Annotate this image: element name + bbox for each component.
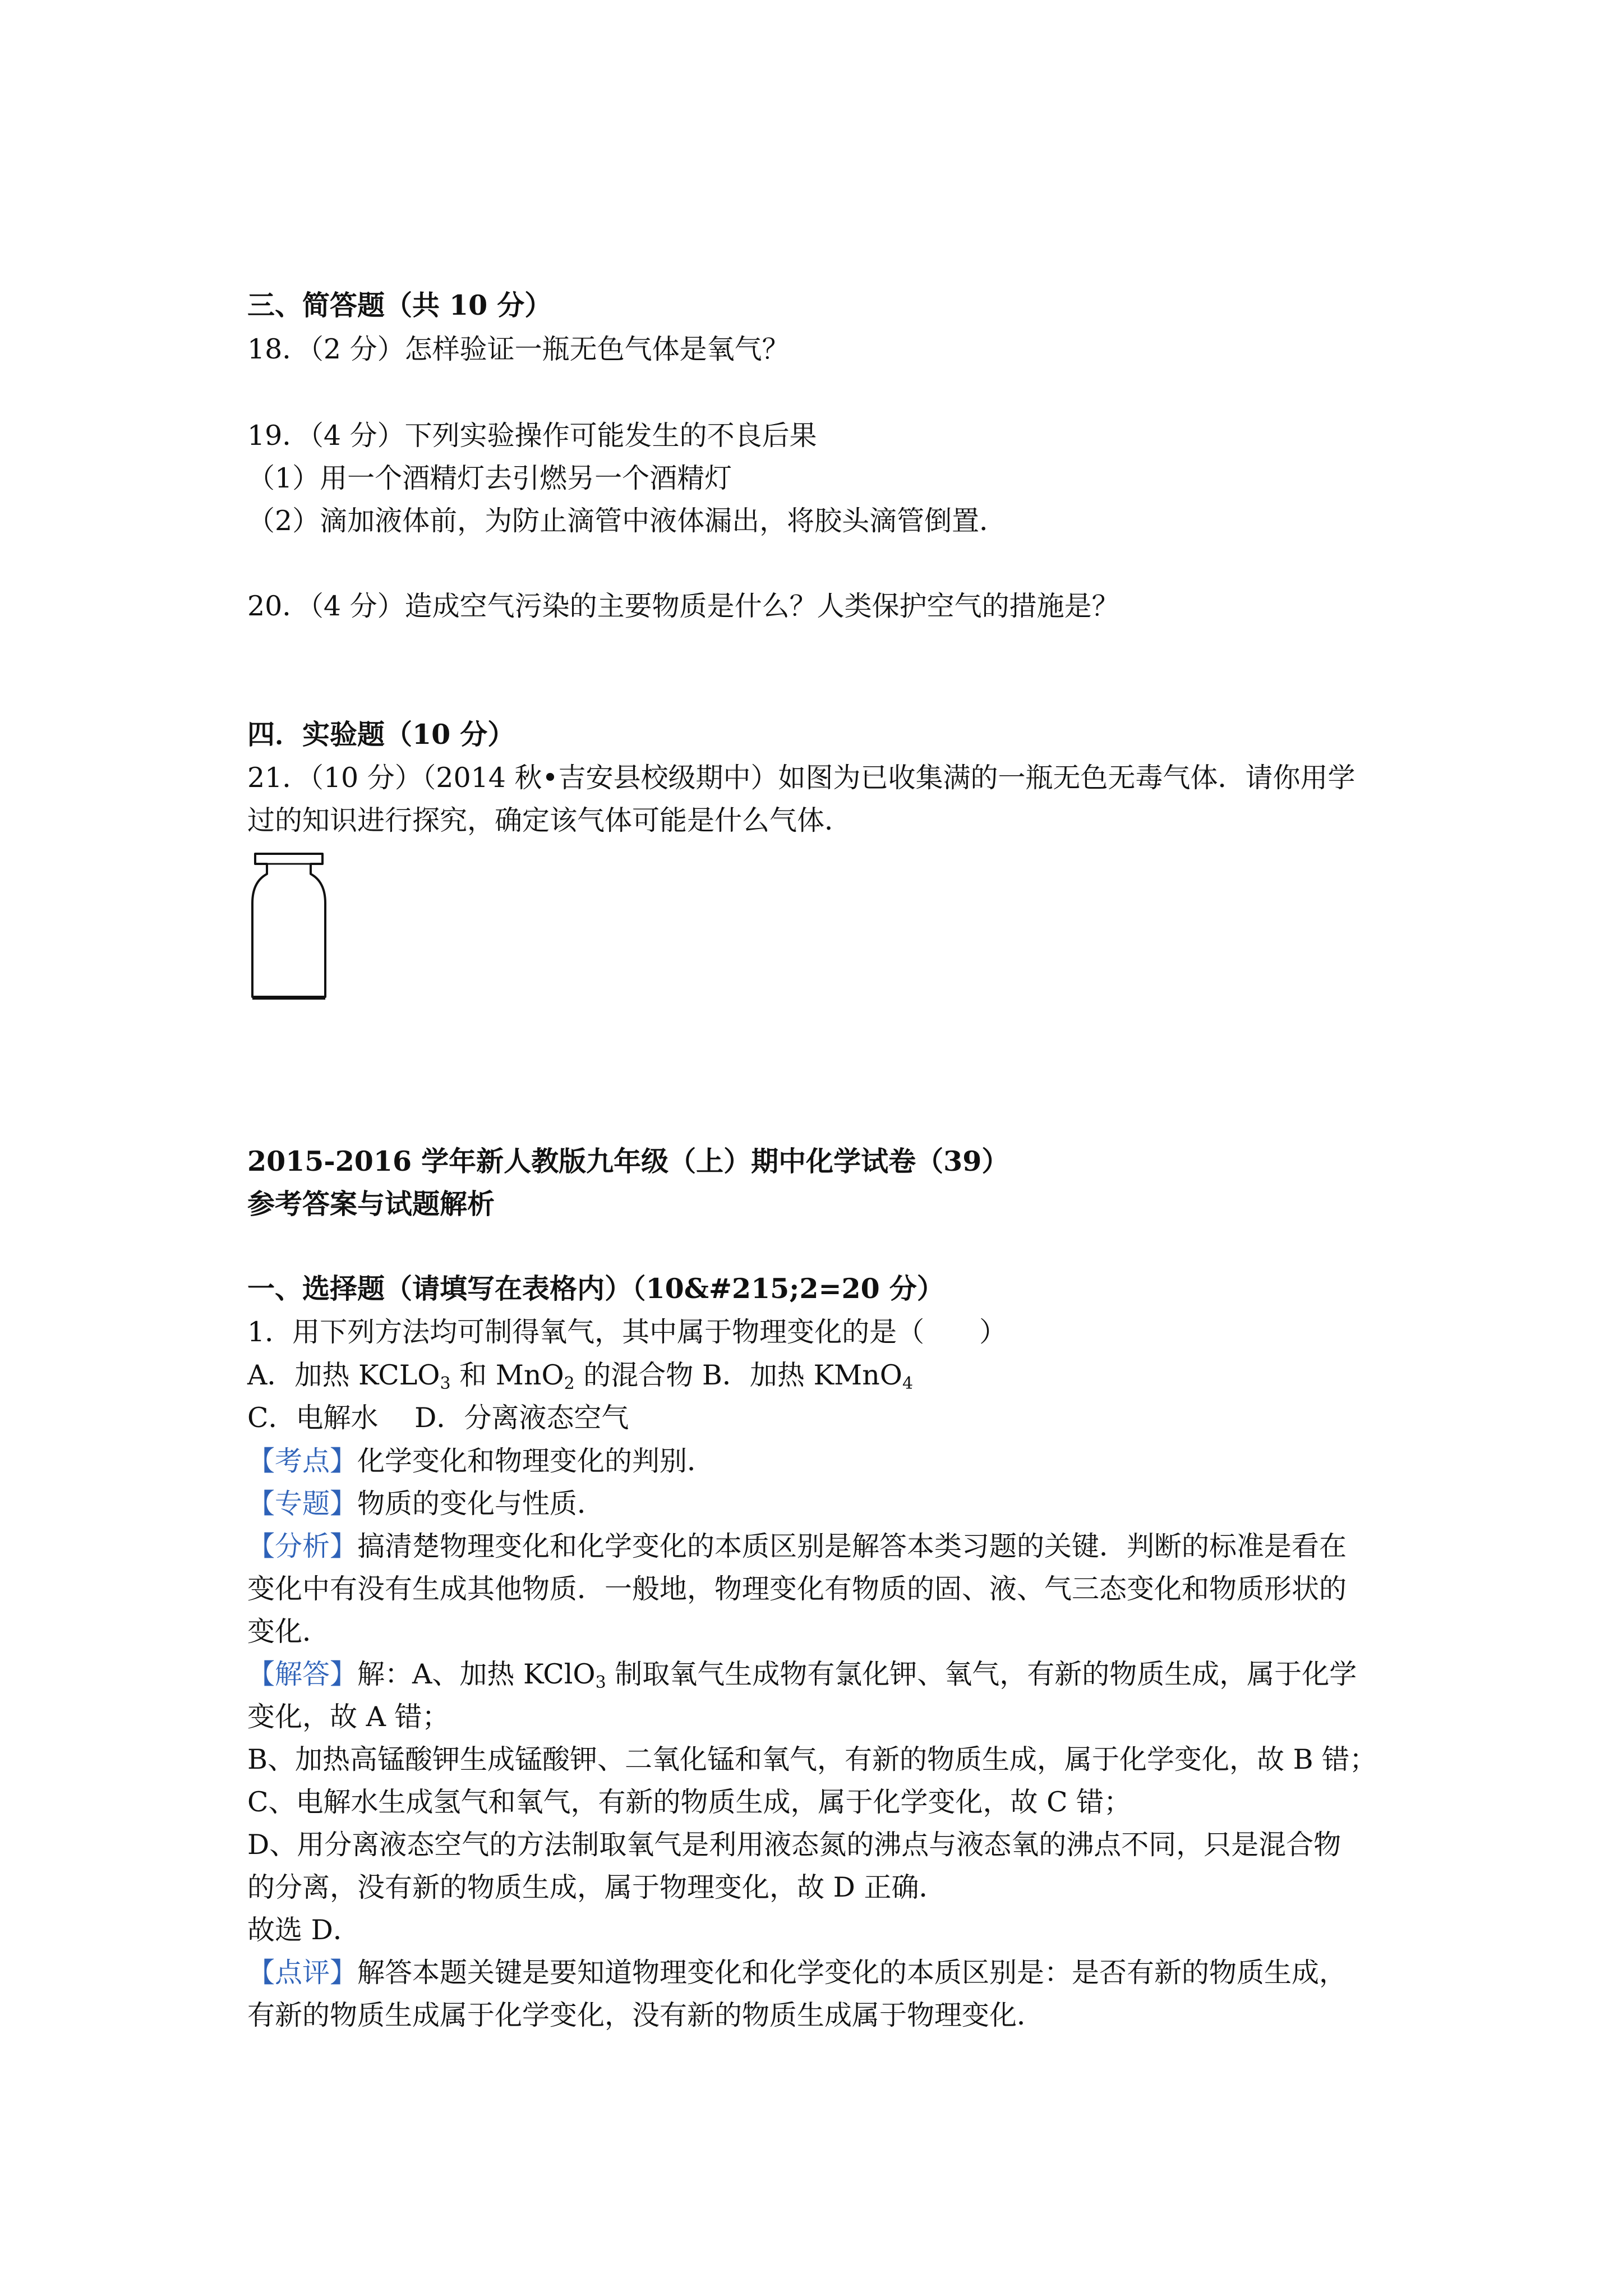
question-21-line-1: 21．（10 分）（2014 秋•吉安县校级期中）如图为已收集满的一瓶无色无毒气体．请你用学	[247, 762, 1355, 794]
question-19-item-2: （2）滴加液体前，为防止滴管中液体漏出，将胶头滴管倒置．	[247, 505, 1007, 537]
answer-title: 2015-2016 学年新人教版九年级（上）期中化学试卷（39）	[247, 1145, 1009, 1177]
jieda-line-5: D、用分离液态空气的方法制取氧气是利用液态氮的沸点与液态氧的沸点不同，只是混合物	[247, 1829, 1341, 1861]
question-20: 20．（4 分）造成空气污染的主要物质是什么？人类保护空气的措施是？	[247, 590, 1119, 622]
dianping-block: 【点评】解答本题关键是要知道物理变化和化学变化的本质区别是：是否有新的物质生成，	[247, 1957, 1347, 1989]
zhuanti-tag: 【专题】	[247, 1488, 358, 1520]
answer-subtitle: 参考答案与试题解析	[247, 1188, 495, 1220]
jieda-line-7: 故选 D．	[247, 1914, 361, 1946]
question-19: 19．（4 分）下列实验操作可能发生的不良后果	[247, 420, 817, 452]
jieda-tag: 【解答】	[247, 1658, 358, 1690]
fenxi-line-3: 变化．	[247, 1616, 330, 1648]
dianping-line-2: 有新的物质生成属于化学变化，没有新的物质生成属于物理变化．	[247, 1999, 1045, 2031]
question-18: 18．（2 分）怎样验证一瓶无色气体是氧气？	[247, 333, 790, 365]
kaodian-tag: 【考点】	[247, 1445, 358, 1477]
answer-question-1: 1．用下列方法均可制得氧气，其中属于物理变化的是（ ）	[247, 1316, 1007, 1348]
zhuanti-block: 【专题】物质的变化与性质．	[247, 1488, 605, 1520]
option-a-b: A．加热 $KCLO_3$ 和 MnO$_2$ 的混合物 B．加热 KMnO$_4$	[247, 1359, 914, 1393]
question-19-item-1: （1）用一个酒精灯去引燃另一个酒精灯	[247, 462, 732, 494]
question-21-line-2: 过的知识进行探究，确定该气体可能是什么气体．	[247, 804, 852, 836]
fenxi-block: 【分析】搞清楚物理变化和化学变化的本质区别是解答本类习题的关键．判断的标准是看在	[247, 1530, 1347, 1562]
section-3-heading: 三、简答题（共 10 分）	[247, 289, 552, 321]
section-4-heading: 四．实验题（10 分）	[247, 718, 515, 751]
fenxi-line-2: 变化中有没有生成其他物质．一般地，物理变化有物质的固、液、气三态变化和物质形状的	[247, 1573, 1347, 1605]
jieda-block: 【解答】解：A、加热 KClO$_3$ 制取氧气生成物有氯化钾、氧气，有新的物质生成，属于化学	[247, 1658, 1357, 1692]
jieda-line-2: 变化，故 A 错；	[247, 1701, 450, 1733]
option-c-d: C．电解水 D．分离液态空气	[247, 1402, 629, 1434]
kaodian-block: 【考点】化学变化和物理变化的判别．	[247, 1445, 715, 1477]
jieda-line-3: B、加热高锰酸钾生成锰酸钾、二氧化锰和氧气，有新的物质生成，属于化学变化，故 B 错；	[247, 1743, 1377, 1775]
answer-section-1-heading: 一、选择题（请填写在表格内）（10&#215;2=20 分）	[247, 1272, 944, 1305]
fenxi-tag: 【分析】	[247, 1530, 358, 1562]
jieda-line-4: C、电解水生成氢气和氧气，有新的物质生成，属于化学变化，故 C 错；	[247, 1786, 1132, 1818]
jieda-line-6: 的分离，没有新的物质生成，属于物理变化，故 D 正确．	[247, 1871, 947, 1903]
gas-bottle-figure	[247, 847, 331, 1004]
dianping-tag: 【点评】	[247, 1957, 358, 1989]
